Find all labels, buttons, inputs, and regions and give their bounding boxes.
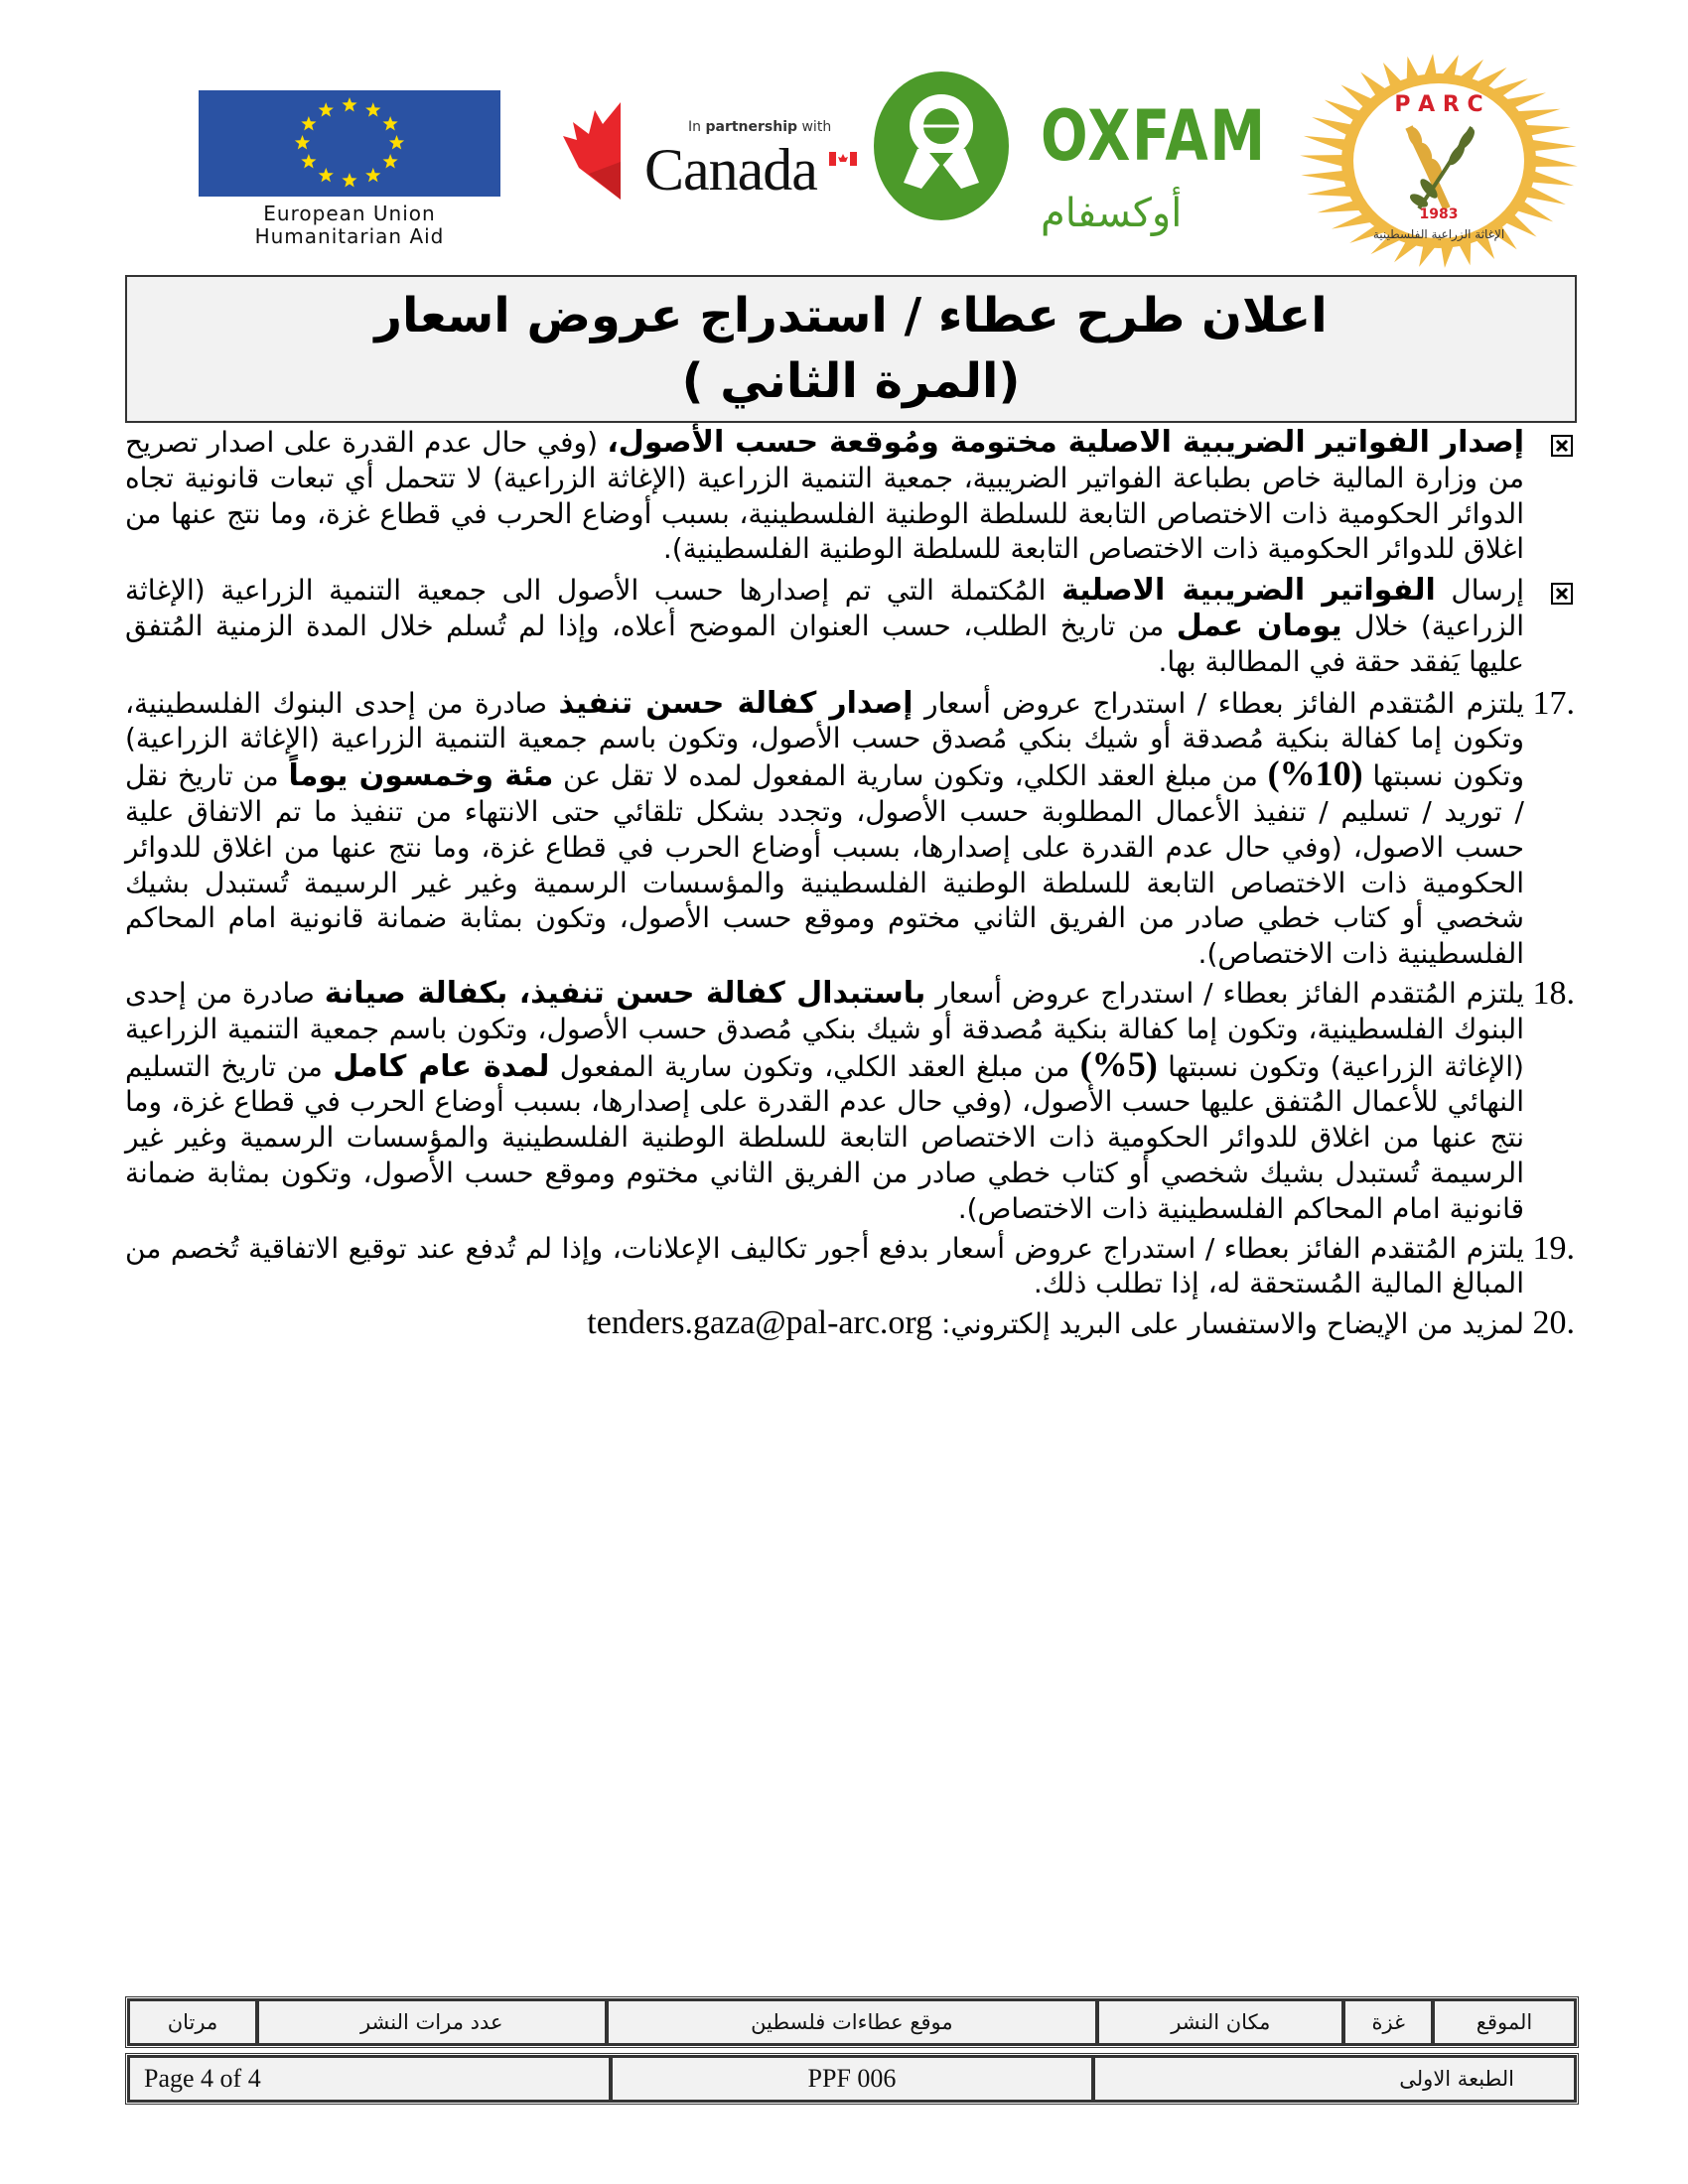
condition-item-18 (125, 976, 1579, 1227)
value-publish-place: موقع عطاءات فلسطين (607, 1999, 1098, 2045)
canada-partnership-logo (559, 102, 857, 202)
parc-year: 1983 (1419, 206, 1459, 222)
eu-star-icon (342, 97, 356, 112)
label-location: الموقع (1433, 1999, 1576, 2045)
parc-arabic-name: الإغاثة الزراعية الفلسطينية (1372, 227, 1505, 241)
label-publish-count: عدد مرات النشر (257, 1999, 607, 2045)
eu-star-icon (365, 168, 380, 183)
eu-star-icon (342, 173, 356, 188)
oxfam-wordmark-arabic: أوكسفام (1041, 191, 1183, 236)
condition-item-19 (125, 1231, 1579, 1302)
parc-sun-emblem-icon (1298, 50, 1581, 270)
condition-bold-text: إصدار الفواتير الضريبية الاصلية مختومة ومُوقعة حسب الأصول، (607, 425, 1525, 460)
parc-acronym: P A R C (1394, 92, 1483, 117)
item-number: 18. (1532, 974, 1575, 1012)
contact-email-link[interactable]: tenders.gaza@pal-arc.org (587, 1304, 933, 1342)
condition-item-20 (125, 1305, 1579, 1342)
condition-body-text: المُكتملة التي تم إصدارها حسب الأصول الى جمعية التنمية الزراعية (الإغاثة الزراعية) خلال (125, 574, 1524, 642)
canada-flag-icon (829, 152, 857, 166)
percentage-value: (10%) (1267, 753, 1363, 794)
announcement-title-box (125, 275, 1577, 423)
condition-bold-text: باستبدال كفالة حسن تنفيذ، بكفالة صيانة (324, 975, 926, 1011)
page-number: Page 4 of 4 (128, 2056, 611, 2102)
eu-star-icon (365, 102, 380, 117)
value-location: غزة (1343, 1999, 1433, 2045)
partnership-bold: partnership (705, 119, 798, 135)
condition-item-invoices-send (125, 573, 1579, 679)
eu-caption-line1: European Union (263, 202, 436, 225)
condition-text (125, 686, 1524, 972)
publication-info-table (125, 1996, 1579, 2048)
page-title: اعلان طرح عطاء / استدراج عروض اسعار (374, 288, 1328, 343)
condition-pre-text: يلتزم المُتقدم الفائز بعطاء / استدراج عروض أسعار (925, 976, 1524, 1010)
eu-star-icon (301, 154, 316, 169)
checkbox-checked-icon (1551, 583, 1573, 605)
eu-caption-line2: Humanitarian Aid (254, 224, 445, 248)
form-code: PPF 006 (611, 2056, 1093, 2102)
sun-ray-icon (1300, 155, 1344, 167)
document-info-table (125, 2053, 1579, 2105)
checkbox-checked-icon (1551, 435, 1573, 457)
condition-text (125, 976, 1524, 1227)
eu-logo-caption (199, 203, 500, 248)
sun-ray-icon (1530, 140, 1577, 152)
eu-star-icon (319, 102, 334, 117)
condition-body-text: (وفي حال عدم القدرة على اصدار تصريح من وزارة المالية خاص بطباعة الفواتير الضريبية، جمعية التنمية الزراعية (الإغاثة الزراعية) لا تتحمل أي تبعات قانونية تجاه الدوائر الحكومية ذات الاختصاص التابعة للسلطة الوطنية الفلسطينية، بسبب أوضاع الحرب في قطاع غزة، وما نتج عنها من اغلاق للدوائر الحكومية ذات الاختصاص التابعة للسلطة الوطنية الفلسطينية). (125, 426, 1524, 566)
condition-bold-text-2: لمدة عام كامل (333, 1048, 550, 1084)
eu-star-icon (319, 168, 334, 183)
sun-ray-icon (1301, 171, 1347, 183)
eu-star-icon (301, 116, 316, 131)
condition-body-text: صادرة من إحدى البنوك الفلسطينية، وتكون إما كفالة بنكية مُصدقة أو شيك بنكي مُصدق حسب الأصول، وتكون باسم جمعية التنمية الزراعية (الإغاثة الزراعية) وتكون نسبتها (125, 686, 1524, 793)
item-number: 19. (1532, 1229, 1575, 1267)
condition-body-text: صادرة من إحدى البنوك الفلسطينية، وتكون إما كفالة بنكية مُصدقة أو شيك بنكي مُصدق حسب الأصول، وتكون باسم جمعية التنمية الزراعية (الإغاثة الزراعية) وتكون نسبتها (125, 976, 1524, 1083)
publication-info-row (128, 1999, 1576, 2045)
eu-star-icon (383, 154, 398, 169)
condition-text (125, 425, 1524, 567)
eu-humanitarian-aid-logo (199, 90, 500, 248)
item-number: 20. (1532, 1304, 1575, 1342)
sun-ray-icon (1530, 171, 1574, 186)
condition-item-invoices-issue (125, 425, 1579, 567)
condition-bold-text: الفواتير الضريبية الاصلية (1061, 573, 1436, 609)
condition-pre-text: يلتزم المُتقدم الفائز بعطاء / استدراج عروض أسعار (913, 686, 1525, 720)
eu-star-icon (389, 135, 404, 150)
eu-star-icon (383, 116, 398, 131)
percentage-value: (5%) (1079, 1043, 1158, 1084)
condition-bold-text: إصدار كفالة حسن تنفيذ (558, 685, 914, 721)
condition-text: يلتزم المُتقدم الفائز بعطاء / استدراج عروض أسعار بدفع أجور تكاليف الإعلانات، وإذا لم تُدفع عند توقيع الاتفاقية تُخصم من المبالغ المالية المُستحقة له، إذا تطلب ذلك. (125, 1231, 1524, 1300)
condition-pre-text: إرسال (1435, 574, 1525, 608)
condition-body-text-2: من مبلغ العقد الكلي، وتكون سارية المفعول (549, 1049, 1080, 1083)
sun-ray-icon (1533, 155, 1578, 167)
oxfam-logo (874, 71, 1267, 250)
condition-body-text-2: من مبلغ العقد الكلي، وتكون سارية المفعول لمده لا تقل عن (553, 759, 1268, 793)
tender-conditions (125, 425, 1579, 1342)
partnership-text (688, 119, 831, 135)
document-info-row (128, 2056, 1576, 2102)
condition-tail-text: من تاريخ نقل / توريد / تسليم / تنفيذ الأعمال المطلوبة حسب الأصول، وتجدد بشكل تلقائي حتى الانتهاء من تنفيذ ما تم الاتفاق علية حسب الاصول، (وفي حال عدم القدرة على إصدارها، بسبب أوضاع الحرب في قطاع غزة، وما نتج عنها من اغلاق للدوائر الحكومية ذات الاختصاص التابعة للسلطة الوطنية الفلسطينية والمؤسسات الرسمية وغير غير الرسيمة تُستبدل بشيك شخصي أو كتاب خطي صادر من الفريق الثاني مختوم وموقع حسب الأصول، وتكون بمثابة ضمانة قانونية امام المحاكم الفلسطينية ذات الاختصاص). (125, 759, 1524, 971)
partnership-prefix: In (688, 119, 702, 135)
parc-logo (1298, 50, 1581, 270)
edition: الطبعة الاولى (1093, 2056, 1576, 2102)
eu-star-icon (295, 135, 310, 150)
condition-bold-text-2: يومان عمل (1176, 608, 1342, 643)
condition-item-17 (125, 686, 1579, 972)
eu-flag-icon (199, 90, 500, 197)
item-number: 17. (1532, 684, 1575, 722)
oxfam-wordmark: OXFAM (1041, 95, 1267, 177)
oxfam-symbol-icon (874, 71, 1009, 220)
condition-text (125, 573, 1524, 679)
sun-ray-icon (1304, 136, 1347, 151)
contact-label: لمزيد من الإيضاح والاستفسار على البريد إلكتروني: (932, 1307, 1524, 1341)
maple-leaf-icon (559, 102, 623, 202)
page-subtitle: (المرة الثاني ) (681, 353, 1021, 409)
condition-text (125, 1305, 1524, 1342)
partnership-suffix: with (801, 119, 832, 135)
label-publish-place: مكان النشر (1097, 1999, 1343, 2045)
canada-wordmark: Canada (644, 137, 817, 203)
condition-bold-text-2: مئة وخمسون يوماً (288, 758, 554, 794)
value-publish-count: مرتان (128, 1999, 257, 2045)
condition-tail-text: من تاريخ الطلب، حسب العنوان الموضح أعلاه، وإذا لم تُسلم خلال المدة الزمنية المُتفق عليها يَفقد حقة في المطالبة بها. (125, 609, 1524, 678)
condition-tail-text: من تاريخ التسليم النهائي للأعمال المُتفق عليها حسب الأصول، (وفي حال عدم القدرة على إصدارها، بسبب أوضاع الحرب في قطاع غزة، وما نتج عنها من اغلاق للدوائر الحكومية ذات الاختصاص التابعة للسلطة الوطنية الفلسطينية والمؤسسات الرسمية وغير غير الرسيمة تُستبدل بشيك شخصي أو كتاب خطي صادر من الفريق الثاني مختوم وموقع حسب الأصول، وتكون بمثابة ضمانة قانونية امام المحاكم الفلسطينية ذات الاختصاص). (125, 1049, 1524, 1225)
